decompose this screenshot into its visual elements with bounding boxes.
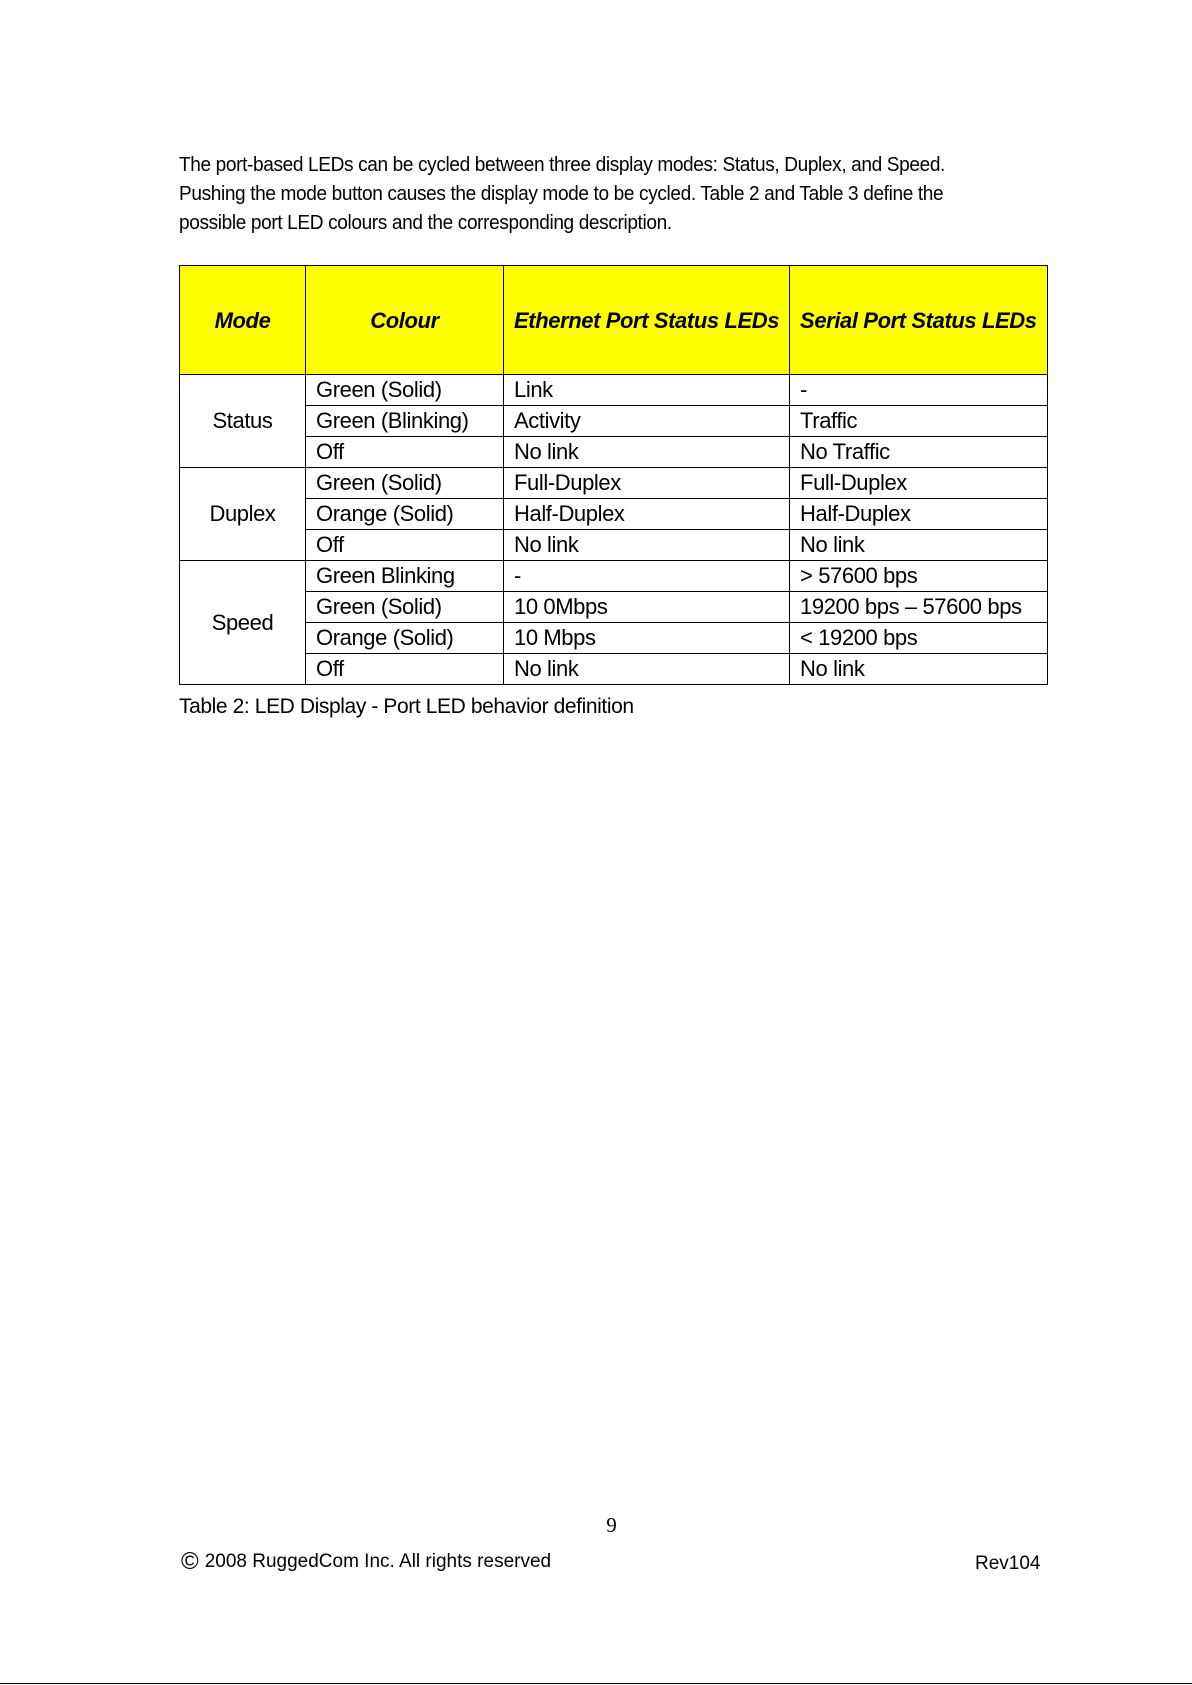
mode-cell-status: Status <box>180 375 306 468</box>
mode-cell-duplex: Duplex <box>180 468 306 561</box>
ethernet-cell: 10 0Mbps <box>504 592 790 623</box>
table-row <box>180 561 1048 592</box>
table-header-row <box>180 266 1048 375</box>
ethernet-cell: 10 Mbps <box>504 623 790 654</box>
led-behavior-table <box>179 265 1048 685</box>
serial-cell: < 19200 bps <box>790 623 1048 654</box>
colour-cell: Orange (Solid) <box>306 623 504 654</box>
serial-cell: No link <box>790 530 1048 561</box>
table-caption: Table 2: LED Display - Port LED behavior definition <box>179 695 634 718</box>
ethernet-cell: - <box>504 561 790 592</box>
ethernet-cell: Half-Duplex <box>504 499 790 530</box>
serial-cell: - <box>790 375 1048 406</box>
table-row <box>180 468 1048 499</box>
table-row <box>180 375 1048 406</box>
copyright-icon: © <box>181 1548 199 1575</box>
table-row <box>180 437 1048 468</box>
copyright-text: 2008 RuggedCom Inc. All rights reserved <box>204 1551 552 1572</box>
intro-line: possible port LED colours and the corresponding description. <box>179 211 672 234</box>
table-row <box>180 654 1048 685</box>
serial-cell: Traffic <box>790 406 1048 437</box>
header-mode: Mode <box>180 266 306 375</box>
table-row <box>180 499 1048 530</box>
ethernet-cell: No link <box>504 530 790 561</box>
header-colour: Colour <box>306 266 504 375</box>
intro-line: The port-based LEDs can be cycled between three display modes: Status, Duplex, and Speed. <box>179 153 945 176</box>
ethernet-cell: Full-Duplex <box>504 468 790 499</box>
table-row <box>180 623 1048 654</box>
serial-cell: 19200 bps – 57600 bps <box>790 592 1048 623</box>
colour-cell: Green (Solid) <box>306 592 504 623</box>
serial-cell: No Traffic <box>790 437 1048 468</box>
colour-cell: Orange (Solid) <box>306 499 504 530</box>
revision-label: Rev104 <box>975 1553 1041 1574</box>
colour-cell: Off <box>306 654 504 685</box>
colour-cell: Off <box>306 437 504 468</box>
intro-paragraph <box>179 150 979 237</box>
serial-cell: Full-Duplex <box>790 468 1048 499</box>
colour-cell: Green (Solid) <box>306 375 504 406</box>
colour-cell: Off <box>306 530 504 561</box>
mode-cell-speed: Speed <box>180 561 306 685</box>
ethernet-cell: Link <box>504 375 790 406</box>
table-row <box>180 406 1048 437</box>
header-serial-status: Serial Port Status LEDs <box>790 266 1048 375</box>
serial-cell: Half-Duplex <box>790 499 1048 530</box>
header-ethernet-status: Ethernet Port Status LEDs <box>504 266 790 375</box>
ethernet-cell: No link <box>504 437 790 468</box>
colour-cell: Green Blinking <box>306 561 504 592</box>
serial-cell: > 57600 bps <box>790 561 1048 592</box>
copyright-notice <box>181 1550 551 1574</box>
bottom-divider <box>0 1683 1192 1684</box>
ethernet-cell: Activity <box>504 406 790 437</box>
colour-cell: Green (Solid) <box>306 468 504 499</box>
table-row <box>180 530 1048 561</box>
serial-cell: No link <box>790 654 1048 685</box>
intro-line: Pushing the mode button causes the display mode to be cycled. Table 2 and Table 3 define the <box>179 182 944 205</box>
colour-cell: Green (Blinking) <box>306 406 504 437</box>
table-row <box>180 592 1048 623</box>
ethernet-cell: No link <box>504 654 790 685</box>
page-number: 9 <box>606 1513 617 1537</box>
